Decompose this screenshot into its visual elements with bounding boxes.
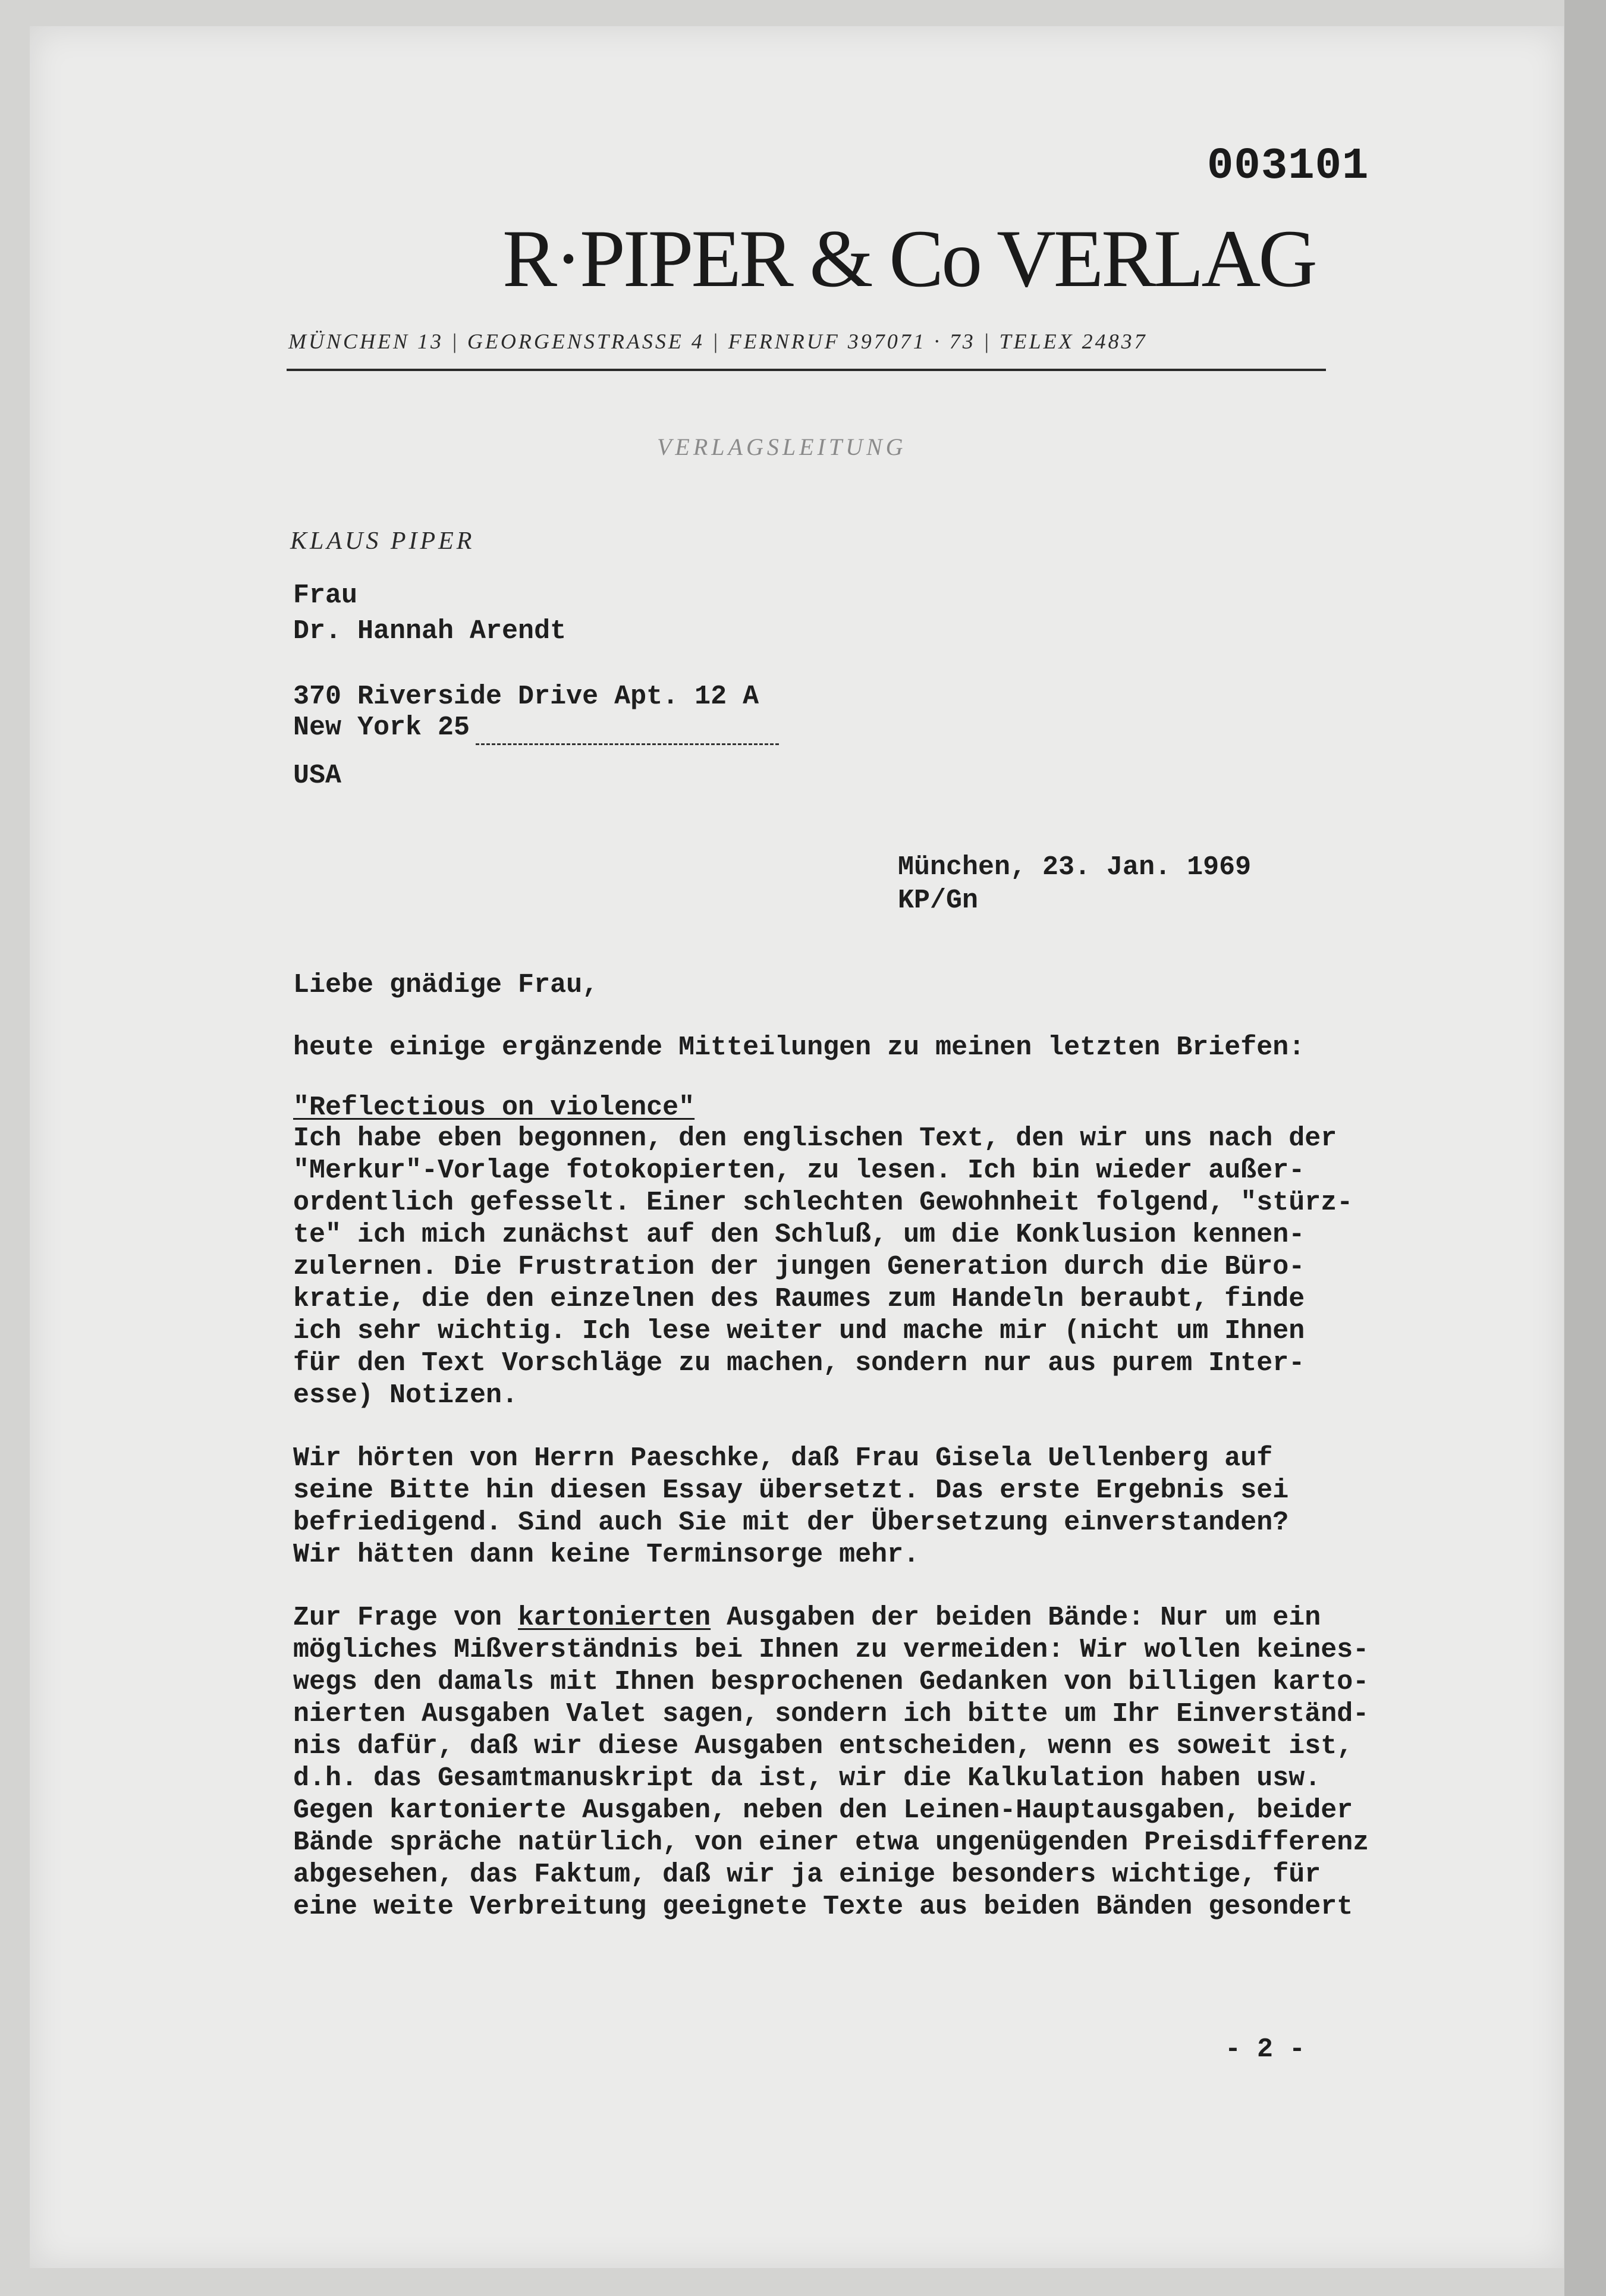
letterhead-address: MÜNCHEN 13 | GEORGENSTRASSE 4 | FERNRUF 397071 · 73 | TELEX 24837 bbox=[288, 329, 1148, 353]
recipient-name: Dr. Hannah Arendt bbox=[293, 616, 567, 646]
reference-code: KP/Gn bbox=[898, 885, 979, 916]
section-heading: "Reflectious on violence" bbox=[293, 1092, 695, 1123]
text-line bbox=[293, 1602, 1321, 1634]
text-line: nis dafür, daß wir diese Ausgaben entscheiden, wenn es soweit ist, bbox=[293, 1731, 1353, 1761]
text-line: Ich habe eben begonnen, den englischen Text, den wir uns nach der bbox=[293, 1123, 1337, 1154]
text-line: Gegen kartonierte Ausgaben, neben den Leinen-Hauptausgaben, beider bbox=[293, 1795, 1353, 1826]
text-line: eine weite Verbreitung geeignete Texte aus beiden Bänden gesondert bbox=[293, 1892, 1353, 1922]
document-number: 003101 bbox=[1207, 142, 1369, 191]
text-line: "Merkur"-Vorlage fotokopierten, zu lesen. Ich bin wieder außer- bbox=[293, 1155, 1305, 1186]
text-line: nierten Ausgaben Valet sagen, sondern ich bitte um Ihr Einverständ- bbox=[293, 1699, 1369, 1729]
recipient-city: New York 25 bbox=[293, 712, 470, 743]
text-line: d.h. das Gesamtmanuskript da ist, wir die Kalkulation haben usw. bbox=[293, 1763, 1321, 1794]
text-line: abgesehen, das Faktum, daß wir ja einige besonders wichtige, für bbox=[293, 1860, 1321, 1890]
text-line: Bände spräche natürlich, von einer etwa ungenügenden Preisdifferenz bbox=[293, 1827, 1369, 1858]
intro-line: heute einige ergänzende Mitteilungen zu meinen letzten Briefen: bbox=[293, 1032, 1305, 1063]
publisher-logo: R·PIPER & Co VERLAG bbox=[502, 213, 1315, 304]
text-line: seine Bitte hin diesen Essay übersetzt. Das erste Ergebnis sei bbox=[293, 1475, 1289, 1506]
recipient-street: 370 Riverside Drive Apt. 12 A bbox=[293, 681, 759, 712]
underlined-word: kartonierten bbox=[518, 1603, 711, 1633]
greeting: Liebe gnädige Frau, bbox=[293, 970, 599, 1000]
text-line: te" ich mich zunächst auf den Schluß, um die Konklusion kennen- bbox=[293, 1220, 1305, 1250]
text-line: befriedigend. Sind auch Sie mit der Übersetzung einverstanden? bbox=[293, 1507, 1289, 1538]
text-line: wegs den damals mit Ihnen besprochenen Gedanken von billigen karto- bbox=[293, 1667, 1369, 1697]
text-line: Wir hörten von Herrn Paeschke, daß Frau Gisela Uellenberg auf bbox=[293, 1443, 1273, 1474]
text-line: zulernen. Die Frustration der jungen Generation durch die Büro- bbox=[293, 1252, 1305, 1282]
scan-edge bbox=[1564, 0, 1606, 2296]
text-line: ich sehr wichtig. Ich lese weiter und mache mir (nicht um Ihnen bbox=[293, 1316, 1305, 1346]
text-line: für den Text Vorschläge zu machen, sondern nur aus purem Inter- bbox=[293, 1348, 1305, 1378]
text-line: kratie, die den einzelnen des Raumes zum Handeln beraubt, finde bbox=[293, 1284, 1305, 1314]
address-rule bbox=[476, 743, 779, 745]
text-line: esse) Notizen. bbox=[293, 1380, 518, 1411]
text-fragment: Ausgaben der beiden Bände: Nur um ein bbox=[711, 1603, 1321, 1633]
text-line: ordentlich gefesselt. Einer schlechten Gewohnheit folgend, "stürz- bbox=[293, 1188, 1353, 1218]
recipient-country: USA bbox=[293, 761, 342, 791]
text-fragment: Zur Frage von bbox=[293, 1603, 518, 1633]
letter-date: München, 23. Jan. 1969 bbox=[898, 852, 1252, 882]
sender-name: KLAUS PIPER bbox=[290, 527, 475, 555]
text-line: Wir hätten dann keine Terminsorge mehr. bbox=[293, 1540, 920, 1570]
recipient-salutation: Frau bbox=[293, 580, 358, 611]
text-line: mögliches Mißverständnis bei Ihnen zu vermeiden: Wir wollen keines- bbox=[293, 1635, 1369, 1665]
page-indicator: - 2 - bbox=[1225, 2034, 1306, 2065]
department-label: VERLAGSLEITUNG bbox=[657, 434, 907, 460]
letterhead-rule bbox=[287, 369, 1326, 371]
